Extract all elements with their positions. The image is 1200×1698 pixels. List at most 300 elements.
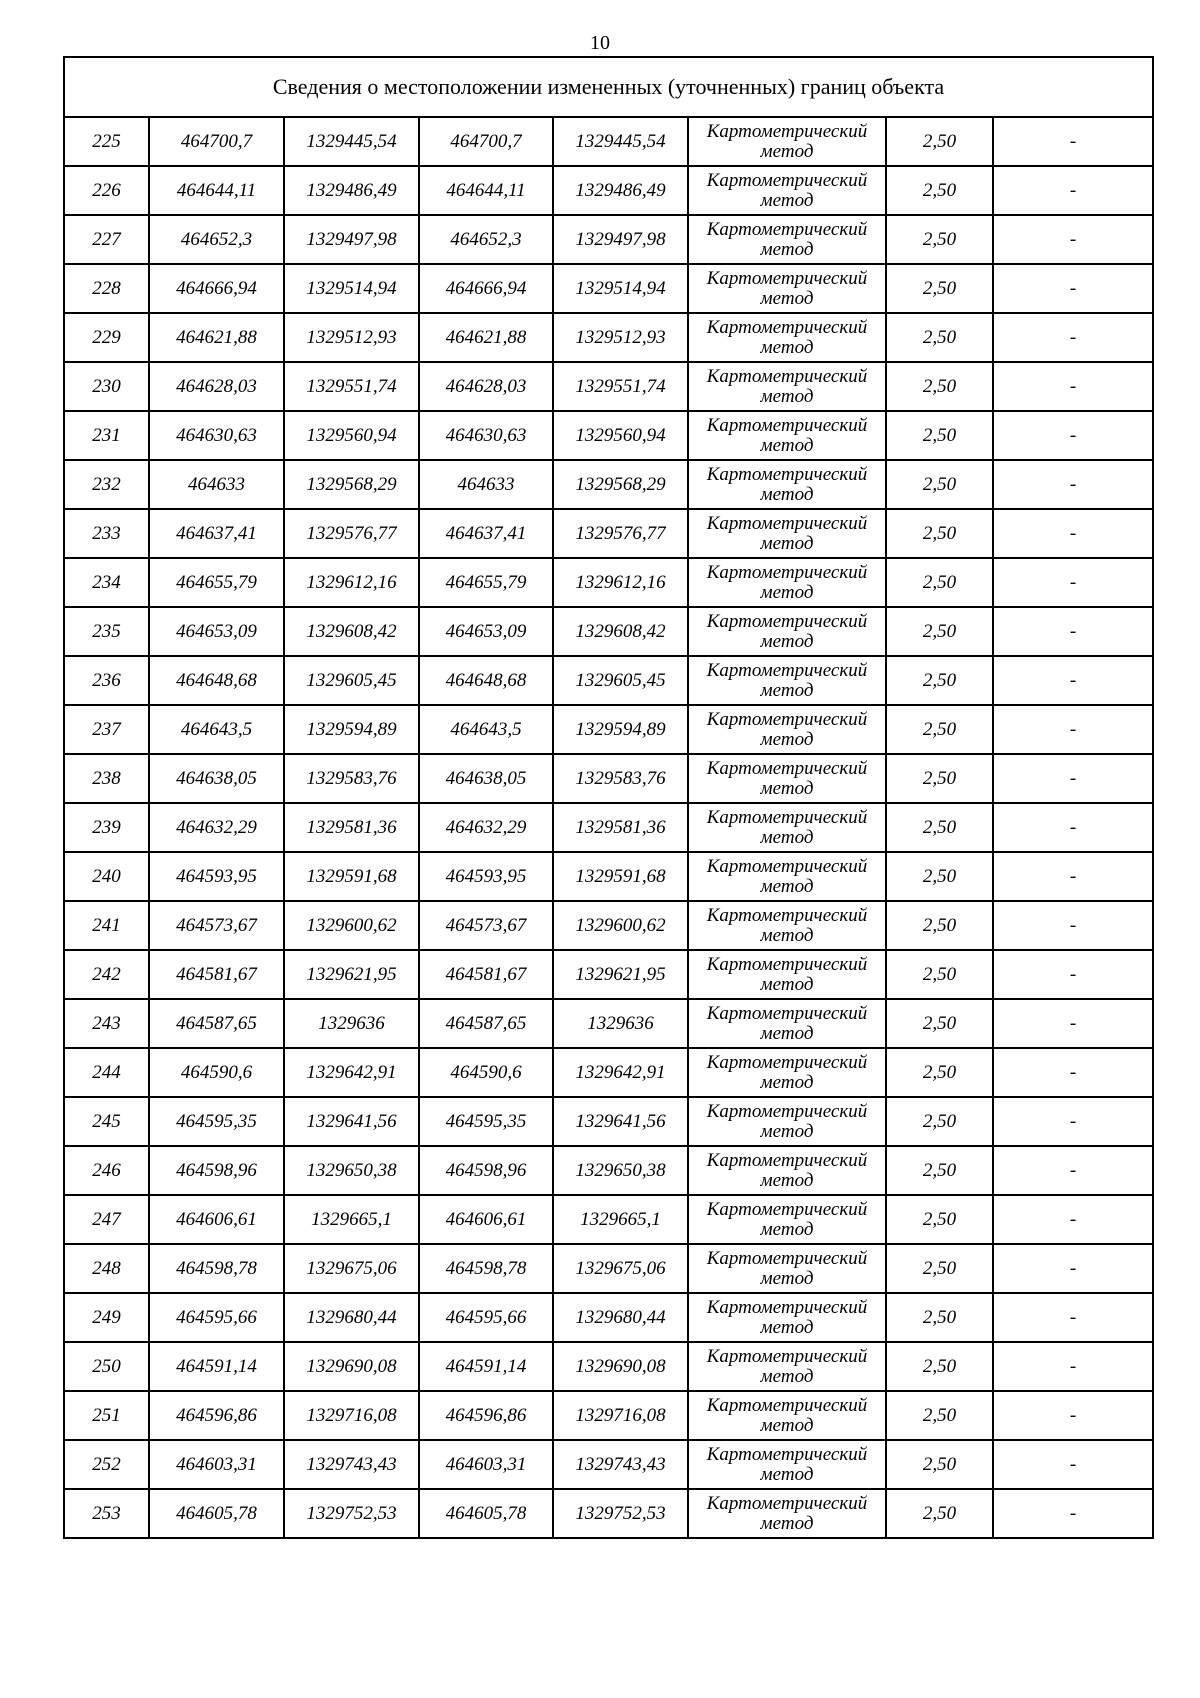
point-number-cell: 243 [64, 999, 149, 1048]
existing-x-cell: 464643,5 [149, 705, 284, 754]
point-number-cell: 230 [64, 362, 149, 411]
accuracy-cell: 2,50 [886, 411, 993, 460]
method-line-2: метод [760, 1169, 814, 1191]
table-row [64, 1097, 1153, 1146]
method-line-1: Картометрический [706, 1492, 868, 1514]
table-row [64, 117, 1153, 166]
existing-x-cell: 464644,11 [149, 166, 284, 215]
note-cell: - [993, 1048, 1153, 1097]
point-number-cell: 229 [64, 313, 149, 362]
table-row [64, 1146, 1153, 1195]
method-line-1: Картометрический [706, 806, 868, 828]
point-number-cell: 239 [64, 803, 149, 852]
point-number-cell: 249 [64, 1293, 149, 1342]
existing-x-cell: 464666,94 [149, 264, 284, 313]
refined-y-cell: 1329650,38 [553, 1146, 688, 1195]
existing-y-cell: 1329514,94 [284, 264, 419, 313]
note-cell: - [993, 1489, 1153, 1538]
method-cell [688, 166, 886, 215]
existing-x-cell: 464593,95 [149, 852, 284, 901]
point-number-cell: 235 [64, 607, 149, 656]
refined-x-cell: 464637,41 [419, 509, 553, 558]
coordinates-table [63, 56, 1154, 1539]
accuracy-cell: 2,50 [886, 558, 993, 607]
table-row [64, 1489, 1153, 1538]
existing-x-cell: 464598,78 [149, 1244, 284, 1293]
method-line-2: метод [760, 385, 814, 407]
existing-y-cell: 1329680,44 [284, 1293, 419, 1342]
method-cell [688, 999, 886, 1048]
table-row [64, 1391, 1153, 1440]
method-line-2: метод [760, 875, 814, 897]
method-cell [688, 362, 886, 411]
accuracy-cell: 2,50 [886, 1195, 993, 1244]
method-cell [688, 1097, 886, 1146]
note-cell: - [993, 215, 1153, 264]
method-line-2: метод [760, 1316, 814, 1338]
refined-x-cell: 464655,79 [419, 558, 553, 607]
method-line-1: Картометрический [706, 463, 868, 485]
method-line-2: метод [760, 1218, 814, 1240]
note-cell: - [993, 803, 1153, 852]
existing-x-cell: 464648,68 [149, 656, 284, 705]
note-cell: - [993, 1440, 1153, 1489]
accuracy-cell: 2,50 [886, 1244, 993, 1293]
table-row [64, 313, 1153, 362]
existing-x-cell: 464630,63 [149, 411, 284, 460]
point-number-cell: 228 [64, 264, 149, 313]
refined-y-cell: 1329583,76 [553, 754, 688, 803]
refined-x-cell: 464643,5 [419, 705, 553, 754]
method-line-1: Картометрический [706, 953, 868, 975]
existing-x-cell: 464590,6 [149, 1048, 284, 1097]
method-line-2: метод [760, 630, 814, 652]
note-cell: - [993, 999, 1153, 1048]
table-row [64, 1048, 1153, 1097]
method-line-2: метод [760, 532, 814, 554]
refined-y-cell: 1329641,56 [553, 1097, 688, 1146]
refined-x-cell: 464590,6 [419, 1048, 553, 1097]
note-cell: - [993, 656, 1153, 705]
method-line-1: Картометрический [706, 1394, 868, 1416]
existing-y-cell: 1329650,38 [284, 1146, 419, 1195]
existing-x-cell: 464653,09 [149, 607, 284, 656]
table-row [64, 1440, 1153, 1489]
refined-y-cell: 1329690,08 [553, 1342, 688, 1391]
existing-x-cell: 464632,29 [149, 803, 284, 852]
existing-x-cell: 464598,96 [149, 1146, 284, 1195]
refined-x-cell: 464621,88 [419, 313, 553, 362]
existing-y-cell: 1329594,89 [284, 705, 419, 754]
accuracy-cell: 2,50 [886, 362, 993, 411]
note-cell: - [993, 1293, 1153, 1342]
table-row [64, 215, 1153, 264]
method-cell [688, 117, 886, 166]
accuracy-cell: 2,50 [886, 803, 993, 852]
note-cell: - [993, 509, 1153, 558]
point-number-cell: 231 [64, 411, 149, 460]
note-cell: - [993, 1244, 1153, 1293]
method-cell [688, 950, 886, 999]
point-number-cell: 246 [64, 1146, 149, 1195]
refined-y-cell: 1329514,94 [553, 264, 688, 313]
table-row [64, 558, 1153, 607]
accuracy-cell: 2,50 [886, 1146, 993, 1195]
existing-x-cell: 464621,88 [149, 313, 284, 362]
point-number-cell: 226 [64, 166, 149, 215]
existing-y-cell: 1329583,76 [284, 754, 419, 803]
refined-x-cell: 464652,3 [419, 215, 553, 264]
existing-y-cell: 1329716,08 [284, 1391, 419, 1440]
method-line-1: Картометрический [706, 659, 868, 681]
method-line-1: Картометрический [706, 414, 868, 436]
existing-y-cell: 1329608,42 [284, 607, 419, 656]
point-number-cell: 232 [64, 460, 149, 509]
refined-x-cell: 464633 [419, 460, 553, 509]
point-number-cell: 250 [64, 1342, 149, 1391]
note-cell: - [993, 460, 1153, 509]
table-row [64, 1342, 1153, 1391]
table-row [64, 852, 1153, 901]
method-cell [688, 705, 886, 754]
existing-x-cell: 464605,78 [149, 1489, 284, 1538]
existing-x-cell: 464595,66 [149, 1293, 284, 1342]
method-cell [688, 1244, 886, 1293]
refined-y-cell: 1329675,06 [553, 1244, 688, 1293]
existing-y-cell: 1329512,93 [284, 313, 419, 362]
accuracy-cell: 2,50 [886, 1440, 993, 1489]
method-line-2: метод [760, 679, 814, 701]
point-number-cell: 253 [64, 1489, 149, 1538]
note-cell: - [993, 852, 1153, 901]
refined-y-cell: 1329568,29 [553, 460, 688, 509]
existing-x-cell: 464628,03 [149, 362, 284, 411]
existing-y-cell: 1329486,49 [284, 166, 419, 215]
existing-y-cell: 1329743,43 [284, 1440, 419, 1489]
method-line-2: метод [760, 1267, 814, 1289]
accuracy-cell: 2,50 [886, 460, 993, 509]
refined-y-cell: 1329743,43 [553, 1440, 688, 1489]
refined-x-cell: 464587,65 [419, 999, 553, 1048]
existing-x-cell: 464700,7 [149, 117, 284, 166]
table-caption-row [64, 57, 1153, 117]
method-cell [688, 1440, 886, 1489]
method-line-1: Картометрический [706, 120, 868, 142]
existing-y-cell: 1329576,77 [284, 509, 419, 558]
accuracy-cell: 2,50 [886, 901, 993, 950]
table-row [64, 1293, 1153, 1342]
existing-y-cell: 1329641,56 [284, 1097, 419, 1146]
existing-x-cell: 464596,86 [149, 1391, 284, 1440]
method-line-2: метод [760, 483, 814, 505]
accuracy-cell: 2,50 [886, 1391, 993, 1440]
method-line-2: метод [760, 1365, 814, 1387]
existing-y-cell: 1329581,36 [284, 803, 419, 852]
point-number-cell: 240 [64, 852, 149, 901]
refined-x-cell: 464598,96 [419, 1146, 553, 1195]
refined-y-cell: 1329636 [553, 999, 688, 1048]
method-line-2: метод [760, 336, 814, 358]
method-line-1: Картометрический [706, 316, 868, 338]
point-number-cell: 252 [64, 1440, 149, 1489]
method-line-1: Картометрический [706, 904, 868, 926]
refined-y-cell: 1329621,95 [553, 950, 688, 999]
method-cell [688, 1195, 886, 1244]
method-line-2: метод [760, 826, 814, 848]
existing-x-cell: 464581,67 [149, 950, 284, 999]
method-line-1: Картометрический [706, 1002, 868, 1024]
refined-x-cell: 464648,68 [419, 656, 553, 705]
point-number-cell: 227 [64, 215, 149, 264]
table-row [64, 950, 1153, 999]
method-line-2: метод [760, 434, 814, 456]
accuracy-cell: 2,50 [886, 705, 993, 754]
refined-y-cell: 1329551,74 [553, 362, 688, 411]
existing-x-cell: 464587,65 [149, 999, 284, 1048]
refined-y-cell: 1329594,89 [553, 705, 688, 754]
method-line-2: метод [760, 1512, 814, 1534]
accuracy-cell: 2,50 [886, 754, 993, 803]
method-line-1: Картометрический [706, 267, 868, 289]
refined-x-cell: 464630,63 [419, 411, 553, 460]
method-line-1: Картометрический [706, 169, 868, 191]
table-row [64, 460, 1153, 509]
accuracy-cell: 2,50 [886, 1097, 993, 1146]
method-cell [688, 1342, 886, 1391]
method-cell [688, 1391, 886, 1440]
table-row [64, 656, 1153, 705]
table-row [64, 1195, 1153, 1244]
note-cell: - [993, 1146, 1153, 1195]
table-row [64, 1244, 1153, 1293]
point-number-cell: 251 [64, 1391, 149, 1440]
existing-y-cell: 1329636 [284, 999, 419, 1048]
method-line-1: Картометрический [706, 365, 868, 387]
method-line-1: Картометрический [706, 1149, 868, 1171]
refined-x-cell: 464644,11 [419, 166, 553, 215]
refined-y-cell: 1329608,42 [553, 607, 688, 656]
note-cell: - [993, 901, 1153, 950]
table-body [64, 57, 1153, 1538]
accuracy-cell: 2,50 [886, 1048, 993, 1097]
refined-y-cell: 1329560,94 [553, 411, 688, 460]
existing-y-cell: 1329690,08 [284, 1342, 419, 1391]
table-row [64, 509, 1153, 558]
method-line-1: Картометрический [706, 757, 868, 779]
accuracy-cell: 2,50 [886, 1293, 993, 1342]
refined-x-cell: 464605,78 [419, 1489, 553, 1538]
note-cell: - [993, 1342, 1153, 1391]
method-line-2: метод [760, 1414, 814, 1436]
method-line-1: Картометрический [706, 512, 868, 534]
table-row [64, 264, 1153, 313]
point-number-cell: 245 [64, 1097, 149, 1146]
method-line-2: метод [760, 581, 814, 603]
method-line-1: Картометрический [706, 1051, 868, 1073]
refined-x-cell: 464628,03 [419, 362, 553, 411]
note-cell: - [993, 264, 1153, 313]
existing-x-cell: 464591,14 [149, 1342, 284, 1391]
method-cell [688, 852, 886, 901]
method-line-2: метод [760, 973, 814, 995]
refined-y-cell: 1329716,08 [553, 1391, 688, 1440]
method-cell [688, 558, 886, 607]
refined-y-cell: 1329752,53 [553, 1489, 688, 1538]
method-line-2: метод [760, 238, 814, 260]
refined-x-cell: 464638,05 [419, 754, 553, 803]
accuracy-cell: 2,50 [886, 509, 993, 558]
method-cell [688, 1146, 886, 1195]
point-number-cell: 242 [64, 950, 149, 999]
refined-y-cell: 1329680,44 [553, 1293, 688, 1342]
existing-y-cell: 1329445,54 [284, 117, 419, 166]
method-line-1: Картометрический [706, 218, 868, 240]
accuracy-cell: 2,50 [886, 117, 993, 166]
refined-x-cell: 464596,86 [419, 1391, 553, 1440]
existing-y-cell: 1329600,62 [284, 901, 419, 950]
method-line-1: Картометрический [706, 1100, 868, 1122]
method-cell [688, 460, 886, 509]
refined-y-cell: 1329591,68 [553, 852, 688, 901]
point-number-cell: 247 [64, 1195, 149, 1244]
table-row [64, 901, 1153, 950]
note-cell: - [993, 313, 1153, 362]
refined-y-cell: 1329576,77 [553, 509, 688, 558]
refined-y-cell: 1329497,98 [553, 215, 688, 264]
note-cell: - [993, 1195, 1153, 1244]
point-number-cell: 244 [64, 1048, 149, 1097]
method-line-2: метод [760, 287, 814, 309]
method-line-2: метод [760, 924, 814, 946]
accuracy-cell: 2,50 [886, 166, 993, 215]
existing-y-cell: 1329568,29 [284, 460, 419, 509]
refined-x-cell: 464653,09 [419, 607, 553, 656]
method-line-2: метод [760, 728, 814, 750]
refined-x-cell: 464598,78 [419, 1244, 553, 1293]
refined-y-cell: 1329445,54 [553, 117, 688, 166]
page-number: 10 [590, 32, 610, 54]
method-cell [688, 901, 886, 950]
note-cell: - [993, 411, 1153, 460]
refined-x-cell: 464603,31 [419, 1440, 553, 1489]
method-cell [688, 1489, 886, 1538]
existing-y-cell: 1329621,95 [284, 950, 419, 999]
method-line-1: Картометрический [706, 708, 868, 730]
accuracy-cell: 2,50 [886, 1489, 993, 1538]
refined-y-cell: 1329512,93 [553, 313, 688, 362]
existing-x-cell: 464638,05 [149, 754, 284, 803]
accuracy-cell: 2,50 [886, 215, 993, 264]
existing-x-cell: 464573,67 [149, 901, 284, 950]
accuracy-cell: 2,50 [886, 999, 993, 1048]
existing-y-cell: 1329497,98 [284, 215, 419, 264]
method-cell [688, 1293, 886, 1342]
note-cell: - [993, 1097, 1153, 1146]
method-line-1: Картометрический [706, 1345, 868, 1367]
existing-y-cell: 1329591,68 [284, 852, 419, 901]
point-number-cell: 241 [64, 901, 149, 950]
accuracy-cell: 2,50 [886, 607, 993, 656]
point-number-cell: 248 [64, 1244, 149, 1293]
refined-x-cell: 464593,95 [419, 852, 553, 901]
method-line-1: Картометрический [706, 1247, 868, 1269]
table-row [64, 362, 1153, 411]
refined-x-cell: 464581,67 [419, 950, 553, 999]
method-line-2: метод [760, 1071, 814, 1093]
table-row [64, 803, 1153, 852]
note-cell: - [993, 166, 1153, 215]
existing-x-cell: 464637,41 [149, 509, 284, 558]
table-row [64, 754, 1153, 803]
table-row [64, 607, 1153, 656]
refined-x-cell: 464595,66 [419, 1293, 553, 1342]
method-line-1: Картометрический [706, 610, 868, 632]
note-cell: - [993, 1391, 1153, 1440]
table-row [64, 411, 1153, 460]
method-cell [688, 509, 886, 558]
note-cell: - [993, 607, 1153, 656]
point-number-cell: 236 [64, 656, 149, 705]
refined-x-cell: 464573,67 [419, 901, 553, 950]
existing-x-cell: 464633 [149, 460, 284, 509]
method-cell [688, 656, 886, 705]
existing-x-cell: 464603,31 [149, 1440, 284, 1489]
table-row [64, 166, 1153, 215]
method-line-1: Картометрический [706, 561, 868, 583]
accuracy-cell: 2,50 [886, 264, 993, 313]
existing-x-cell: 464655,79 [149, 558, 284, 607]
point-number-cell: 225 [64, 117, 149, 166]
refined-y-cell: 1329612,16 [553, 558, 688, 607]
refined-x-cell: 464666,94 [419, 264, 553, 313]
method-line-1: Картометрический [706, 1296, 868, 1318]
point-number-cell: 234 [64, 558, 149, 607]
note-cell: - [993, 754, 1153, 803]
refined-x-cell: 464591,14 [419, 1342, 553, 1391]
refined-x-cell: 464700,7 [419, 117, 553, 166]
refined-y-cell: 1329642,91 [553, 1048, 688, 1097]
refined-x-cell: 464632,29 [419, 803, 553, 852]
existing-y-cell: 1329675,06 [284, 1244, 419, 1293]
existing-x-cell: 464595,35 [149, 1097, 284, 1146]
note-cell: - [993, 705, 1153, 754]
note-cell: - [993, 117, 1153, 166]
method-cell [688, 215, 886, 264]
refined-y-cell: 1329600,62 [553, 901, 688, 950]
method-cell [688, 411, 886, 460]
method-cell [688, 1048, 886, 1097]
refined-y-cell: 1329486,49 [553, 166, 688, 215]
accuracy-cell: 2,50 [886, 656, 993, 705]
method-line-2: метод [760, 1022, 814, 1044]
existing-y-cell: 1329560,94 [284, 411, 419, 460]
method-cell [688, 754, 886, 803]
method-line-1: Картометрический [706, 1198, 868, 1220]
point-number-cell: 238 [64, 754, 149, 803]
existing-x-cell: 464652,3 [149, 215, 284, 264]
existing-y-cell: 1329551,74 [284, 362, 419, 411]
point-number-cell: 233 [64, 509, 149, 558]
existing-x-cell: 464606,61 [149, 1195, 284, 1244]
method-cell [688, 607, 886, 656]
refined-y-cell: 1329665,1 [553, 1195, 688, 1244]
table-row [64, 999, 1153, 1048]
existing-y-cell: 1329665,1 [284, 1195, 419, 1244]
refined-y-cell: 1329581,36 [553, 803, 688, 852]
method-line-2: метод [760, 189, 814, 211]
existing-y-cell: 1329752,53 [284, 1489, 419, 1538]
method-line-1: Картометрический [706, 1443, 868, 1465]
